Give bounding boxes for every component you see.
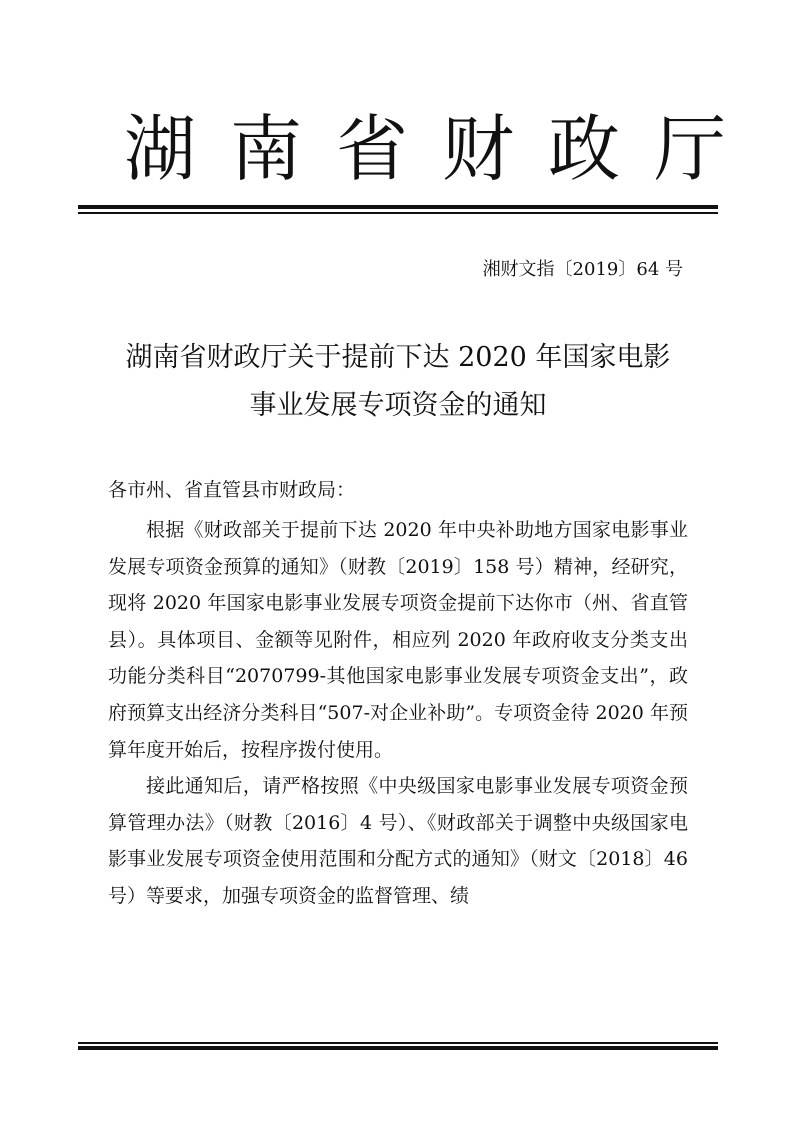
paragraph-1: 根据《财政部关于提前下达 2020 年中央补助地方国家电影事业发展专项资金预算的通知》（财教〔2019〕158 号）精神，经研究，现将 2020 年国家电影事业发展专项资金提前下达你市（州、省直管县）。具体项目、金额等见附件，相应列 2020 年政府收支分类支出功能分类科目“2070799-其他国家电影事业发展专项资金支出”，政府预算支出经济分类科目“507-对企业补助”。专项资金待 2020 年预算年度开始后，按程序拨付使用。 <box>108 519 688 761</box>
letterhead-rule-thick <box>78 205 718 209</box>
letterhead-title: 湖南省财政厅 <box>124 107 761 191</box>
salutation: 各市州、省直管县市财政局： <box>108 479 356 501</box>
paragraph-2: 接此通知后，请严格按照《中央级国家电影事业发展专项资金预算管理办法》（财教〔2016〕4 号）、《财政部关于调整中央级国家电影事业发展专项资金使用范围和分配方式的通知》（财文〔2018〕46 号）等要求，加强专项资金的监督管理、绩 <box>108 775 688 907</box>
body-text <box>108 512 688 915</box>
footer-rule-thin <box>78 1042 718 1044</box>
document-title <box>78 334 718 430</box>
letterhead-rule-thin <box>78 212 718 214</box>
document-title-line-2: 事业发展专项资金的通知 <box>249 390 547 421</box>
document-number: 湘财文指〔2019〕64 号 <box>482 259 683 280</box>
footer-rule-thick <box>78 1046 718 1050</box>
document-title-line-1: 湖南省财政厅关于提前下达 2020 年国家电影 <box>125 342 671 373</box>
